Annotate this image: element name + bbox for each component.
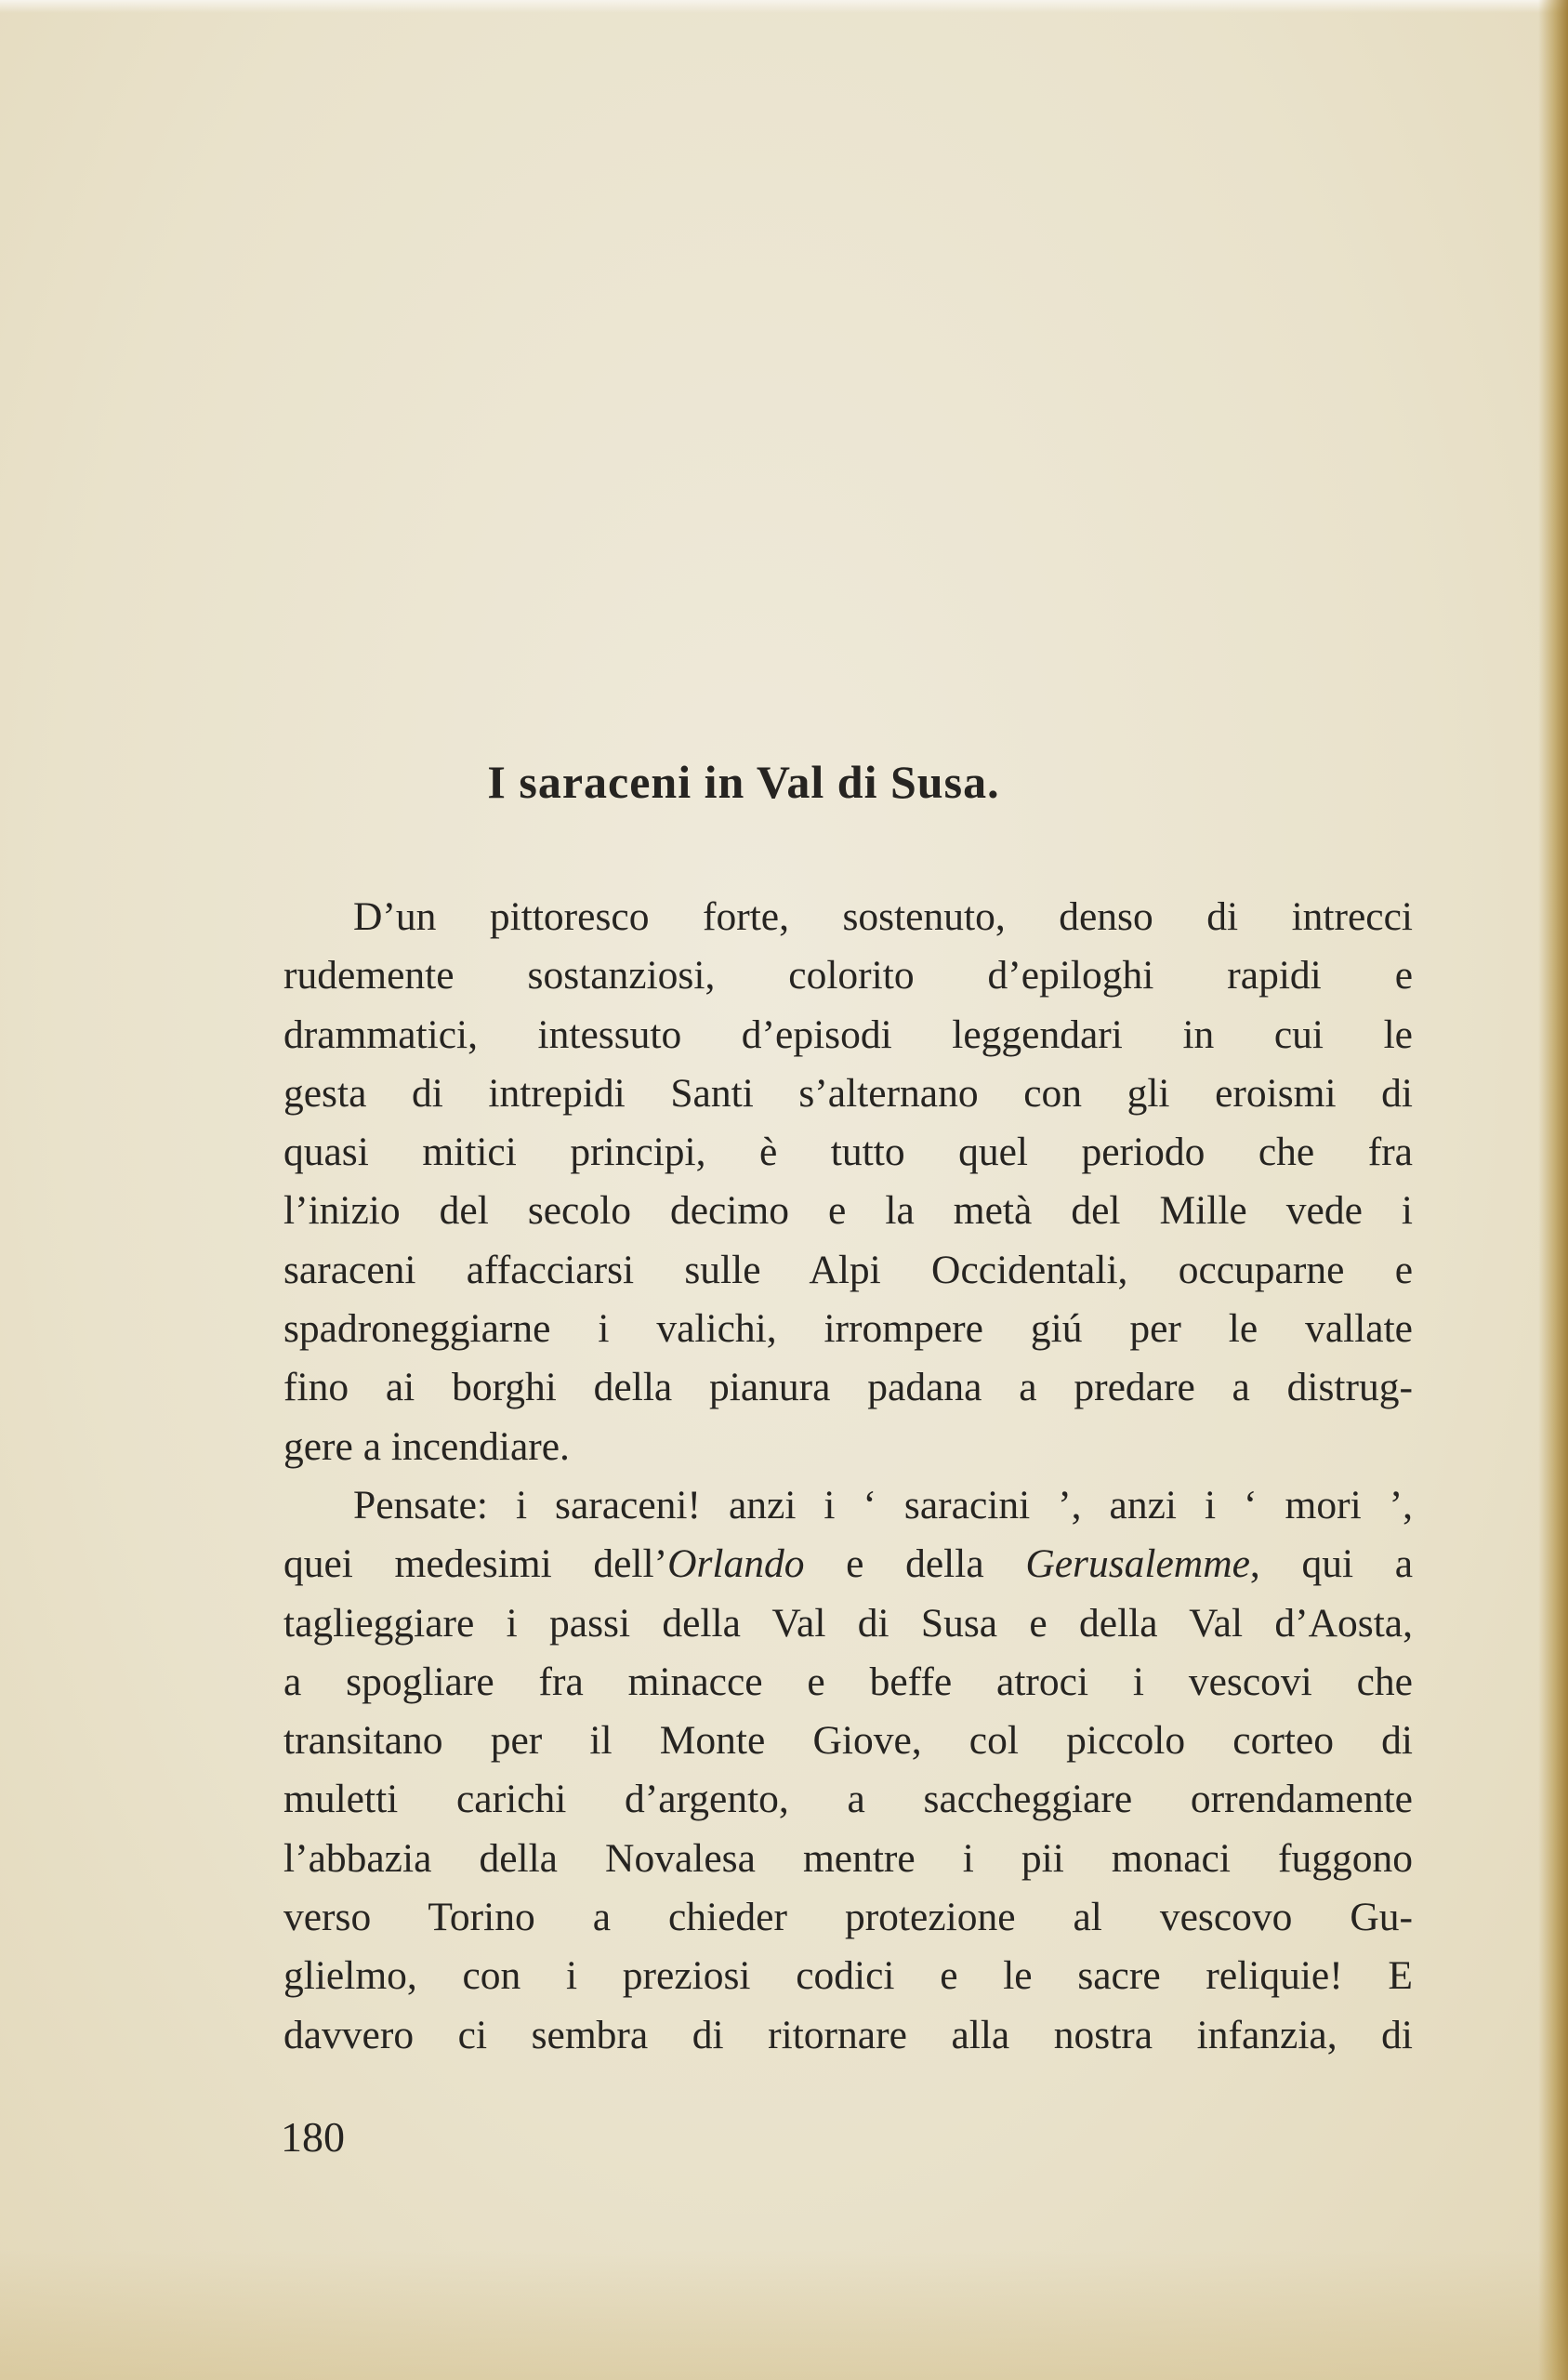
text-line-with-italics xyxy=(283,1535,1413,1593)
text-line: rudemente sostanziosi, colorito d’epiloghi rapidi e xyxy=(283,953,1413,998)
body-text xyxy=(283,888,1413,2065)
text-segment: , qui a xyxy=(1249,1541,1413,1587)
text-line: drammatici, intessuto d’episodi leggendari in cui le xyxy=(283,1012,1413,1057)
paragraph-1 xyxy=(283,888,1413,1476)
text-line: fino ai borghi della pianura padana a predare a distrug- xyxy=(283,1365,1413,1410)
text-line: verso Torino a chieder protezione al vescovo Gu- xyxy=(283,1895,1413,1940)
page-number: 180 xyxy=(281,2113,345,2161)
text-line: muletti carichi d’argento, a saccheggiare orrendamente xyxy=(283,1777,1413,1822)
text-line: transitano per il Monte Giove, col piccolo corteo di xyxy=(283,1718,1413,1764)
text-line: taglieggiare i passi della Val di Susa e della Val d’Aosta, xyxy=(283,1600,1413,1646)
text-line: a spogliare fra minacce e beffe atroci i vescovi che xyxy=(283,1659,1413,1704)
text-line: l’inizio del secolo decimo e la metà del Mille vede i xyxy=(283,1188,1413,1234)
text-line: davvero ci sembra di ritornare alla nostra infanzia, di xyxy=(283,2012,1413,2057)
italic-title-orlando: Orlando xyxy=(667,1541,805,1587)
page-bottom-edge xyxy=(0,2250,1568,2380)
paragraph-2 xyxy=(283,1476,1413,2065)
page-right-edge xyxy=(1538,0,1568,2380)
text-line: gere a incendiare. xyxy=(283,1423,570,1469)
text-line: quasi mitici principi, è tutto quel periodo che fra xyxy=(283,1130,1413,1175)
text-segment: e della xyxy=(804,1541,1026,1587)
chapter-title: I saraceni in Val di Susa. xyxy=(487,756,1000,808)
text-line: glielmo, con i preziosi codici e le sacre reliquie! E xyxy=(283,1953,1413,1999)
text-line: spadroneggiarne i valichi, irrompere giú per le vallate xyxy=(283,1306,1413,1352)
text-line: gesta di intrepidi Santi s’alternano con gli eroismi di xyxy=(283,1070,1413,1116)
text-line: saraceni affacciarsi sulle Alpi Occidentali, occuparne e xyxy=(283,1247,1413,1292)
page-top-edge xyxy=(0,0,1568,13)
text-line: l’abbazia della Novalesa mentre i pii monaci fuggono xyxy=(283,1835,1413,1881)
italic-title-gerusalemme: Gerusalemme xyxy=(1025,1541,1250,1587)
text-line: D’un pittoresco forte, sostenuto, denso di intrecci xyxy=(353,894,1413,939)
text-line: Pensate: i saraceni! anzi i ‘ saracini ’, anzi i ‘ mori ’, xyxy=(353,1482,1413,1527)
text-segment: quei medesimi dell’ xyxy=(283,1541,668,1587)
